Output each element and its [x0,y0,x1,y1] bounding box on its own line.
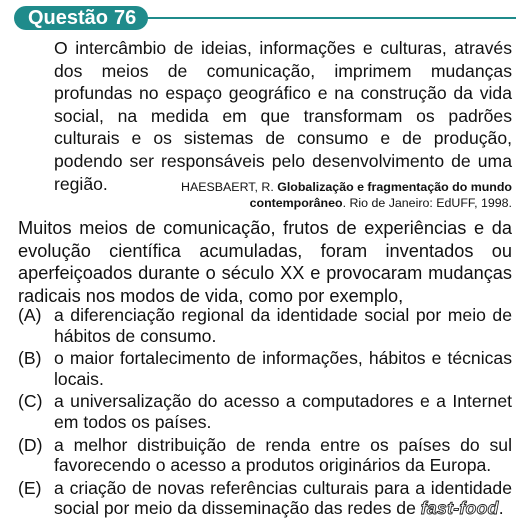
question-number: 76 [114,7,137,29]
option-letter: (B) [18,348,42,369]
question-label: Questão [28,7,109,29]
reference-title: Globalização e fragmentação do mundo contemporâneo [249,180,512,210]
option-b[interactable] [18,348,512,389]
option-c[interactable] [18,391,512,432]
options-list [18,305,512,521]
option-text-outlined: fast-food [420,498,499,519]
question-stem: Muitos meios de comunicação, frutos de experiências e da evolução científica acumuladas, foram inventados ou aperfeiçoados durante o século XX e provocaram mudanças radicais nos modos de vida, como por exemplo, [18,218,512,306]
option-text: a universalização do acesso a computadores e a Internet em todos os países. [54,391,512,432]
option-letter: (A) [18,305,42,325]
option-letter: (E) [18,477,42,498]
option-letter: (D) [18,434,43,455]
reference [110,180,512,211]
option-text: a melhor distribuição de renda entre os países do sul favorecendo o acesso a produtos originários da Europa. [54,434,512,476]
option-text: a criação de novas referências culturais para a identidade social por meio da disseminação das redes de [54,477,512,519]
option-text-end: . [498,498,504,519]
option-a[interactable] [18,305,512,346]
reference-publication: . Rio de Janeiro: EdUFF, 1998. [342,195,512,210]
question-header [14,6,516,30]
option-e[interactable] [18,478,512,519]
reference-author: HAESBAERT, R. [181,180,274,194]
option-text: a diferenciação regional da identidade social por meio de hábitos de consumo. [54,305,512,346]
header-rule [142,17,516,19]
excerpt-text: O intercâmbio de ideias, informações e culturas, através dos meios de comunicação, imprimem mudanças profundas no espaço geográfico e na construção da vida social, na medida em que transformam os padrões culturais e os sistemas de consumo e de produção, podendo ser responsáveis pelo desenvolvimento de uma região. [54,38,512,194]
option-text: o maior fortalecimento de informações, hábitos e técnicas locais. [54,348,512,389]
option-d[interactable] [18,435,512,476]
option-letter: (C) [18,391,43,412]
question-badge [14,6,148,30]
